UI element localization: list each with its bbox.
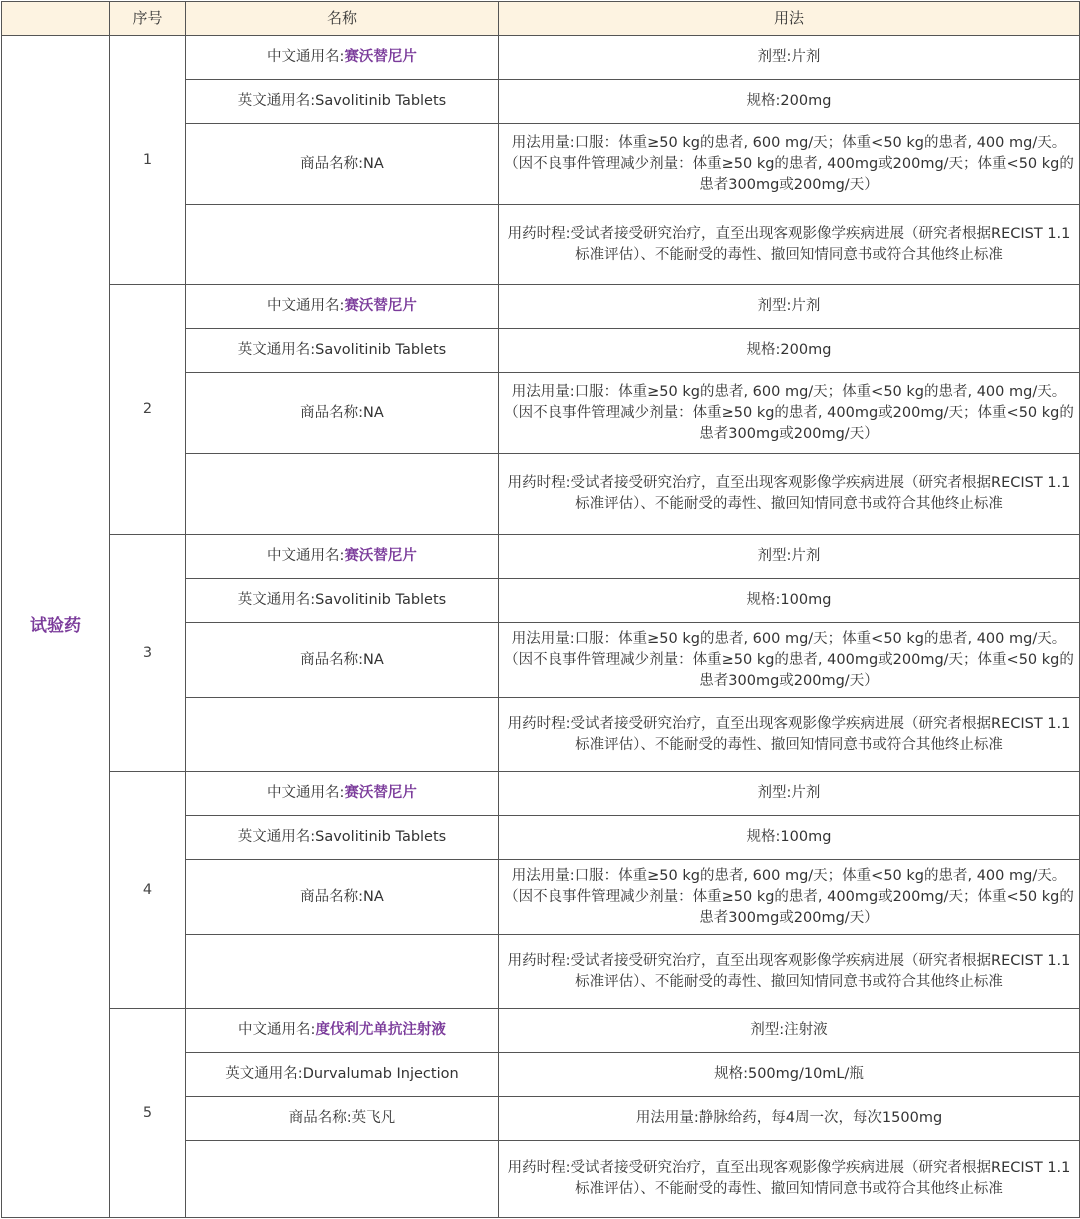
en-name-cell (186, 329, 499, 373)
cn-name-value: 赛沃替尼片 (344, 785, 417, 801)
dosage-form-cell: 剂型:片剂 (499, 285, 1080, 329)
spec-cell: 规格:500mg/10mL/瓶 (499, 1053, 1080, 1097)
empty-cell (186, 698, 499, 772)
table-body (2, 36, 1080, 1218)
dose-cell: 用法用量:口服：体重≥50 kg的患者, 600 mg/天；体重<50 kg的患者, 400 mg/天。（因不良事件管理减少剂量：体重≥50 kg的患者, 400mg或200mg/天；体重<50 kg的患者300mg或200mg/天） (499, 623, 1080, 698)
en-name-value: Savolitinib Tablets (315, 93, 447, 109)
en-name-label: 英文通用名: (225, 1066, 303, 1082)
cn-name-label: 中文通用名: (267, 298, 345, 314)
group-index: 3 (110, 535, 186, 772)
dosage-form-cell: 剂型:片剂 (499, 772, 1080, 816)
header-row (2, 2, 1080, 36)
table-row (2, 772, 1080, 816)
cn-name-cell (186, 535, 499, 579)
trade-name-cell: 商品名称:NA (186, 623, 499, 698)
en-name-cell (186, 80, 499, 124)
spec-cell: 规格:200mg (499, 329, 1080, 373)
cn-name-label: 中文通用名: (267, 548, 345, 564)
trade-name-cell: 商品名称:NA (186, 860, 499, 935)
cn-name-label: 中文通用名: (238, 1022, 316, 1038)
empty-cell (186, 205, 499, 285)
dosage-form-cell: 剂型:注射液 (499, 1009, 1080, 1053)
en-name-value: Durvalumab Injection (302, 1066, 459, 1082)
empty-cell (186, 1141, 499, 1218)
en-name-label: 英文通用名: (237, 342, 316, 358)
table-row (2, 285, 1080, 329)
duration-cell: 用药时程:受试者接受研究治疗，直至出现客观影像学疾病进展（研究者根据RECIST 1.1标准评估）、不能耐受的毒性、撤回知情同意书或符合其他终止标准 (499, 205, 1080, 285)
duration-cell: 用药时程:受试者接受研究治疗，直至出现客观影像学疾病进展（研究者根据RECIST 1.1标准评估）、不能耐受的毒性、撤回知情同意书或符合其他终止标准 (499, 454, 1080, 535)
table-row (2, 1009, 1080, 1053)
en-name-label: 英文通用名: (237, 93, 316, 109)
cn-name-label: 中文通用名: (267, 49, 345, 65)
en-name-value: Savolitinib Tablets (315, 829, 447, 845)
empty-cell (186, 935, 499, 1009)
spec-cell: 规格:100mg (499, 816, 1080, 860)
dosage-form-cell: 剂型:片剂 (499, 535, 1080, 579)
table-row (2, 535, 1080, 579)
drug-table (1, 1, 1080, 1218)
header-name: 名称 (186, 2, 499, 36)
duration-cell: 用药时程:受试者接受研究治疗，直至出现客观影像学疾病进展（研究者根据RECIST 1.1标准评估）、不能耐受的毒性、撤回知情同意书或符合其他终止标准 (499, 1141, 1080, 1218)
group-index: 4 (110, 772, 186, 1009)
group-label: 试验药 (2, 36, 110, 1218)
group-index: 2 (110, 285, 186, 535)
trade-name-cell: 商品名称:NA (186, 124, 499, 205)
header-seq: 序号 (110, 2, 186, 36)
empty-cell (186, 454, 499, 535)
duration-cell: 用药时程:受试者接受研究治疗，直至出现客观影像学疾病进展（研究者根据RECIST 1.1标准评估）、不能耐受的毒性、撤回知情同意书或符合其他终止标准 (499, 698, 1080, 772)
cn-name-cell (186, 772, 499, 816)
dose-cell: 用法用量:口服：体重≥50 kg的患者, 600 mg/天；体重<50 kg的患者, 400 mg/天。（因不良事件管理减少剂量：体重≥50 kg的患者, 400mg或200mg/天；体重<50 kg的患者300mg或200mg/天） (499, 860, 1080, 935)
en-name-cell (186, 579, 499, 623)
dosage-form-cell: 剂型:片剂 (499, 36, 1080, 80)
en-name-value: Savolitinib Tablets (315, 592, 447, 608)
cn-name-cell (186, 285, 499, 329)
cn-name-label: 中文通用名: (267, 785, 345, 801)
cn-name-cell (186, 1009, 499, 1053)
duration-cell: 用药时程:受试者接受研究治疗，直至出现客观影像学疾病进展（研究者根据RECIST 1.1标准评估）、不能耐受的毒性、撤回知情同意书或符合其他终止标准 (499, 935, 1080, 1009)
table-row (2, 36, 1080, 80)
cn-name-value: 赛沃替尼片 (344, 49, 417, 65)
dose-cell: 用法用量:口服：体重≥50 kg的患者, 600 mg/天；体重<50 kg的患者, 400 mg/天。（因不良事件管理减少剂量：体重≥50 kg的患者, 400mg或200mg/天；体重<50 kg的患者300mg或200mg/天） (499, 373, 1080, 454)
cn-name-value: 赛沃替尼片 (344, 298, 417, 314)
cn-name-cell (186, 36, 499, 80)
trade-name-cell: 商品名称:英飞凡 (186, 1097, 499, 1141)
spec-cell: 规格:100mg (499, 579, 1080, 623)
header-usage: 用法 (499, 2, 1080, 36)
en-name-cell (186, 1053, 499, 1097)
dose-cell: 用法用量:口服：体重≥50 kg的患者, 600 mg/天；体重<50 kg的患者, 400 mg/天。（因不良事件管理减少剂量：体重≥50 kg的患者, 400mg或200mg/天；体重<50 kg的患者300mg或200mg/天） (499, 124, 1080, 205)
header-blank (2, 2, 110, 36)
en-name-value: Savolitinib Tablets (315, 342, 447, 358)
spec-cell: 规格:200mg (499, 80, 1080, 124)
en-name-cell (186, 816, 499, 860)
group-index: 1 (110, 36, 186, 285)
en-name-label: 英文通用名: (237, 829, 316, 845)
en-name-label: 英文通用名: (237, 592, 316, 608)
dose-cell: 用法用量:静脉给药，每4周一次，每次1500mg (499, 1097, 1080, 1141)
group-index: 5 (110, 1009, 186, 1218)
cn-name-value: 度伐利尤单抗注射液 (315, 1022, 446, 1038)
trade-name-cell: 商品名称:NA (186, 373, 499, 454)
cn-name-value: 赛沃替尼片 (344, 548, 417, 564)
